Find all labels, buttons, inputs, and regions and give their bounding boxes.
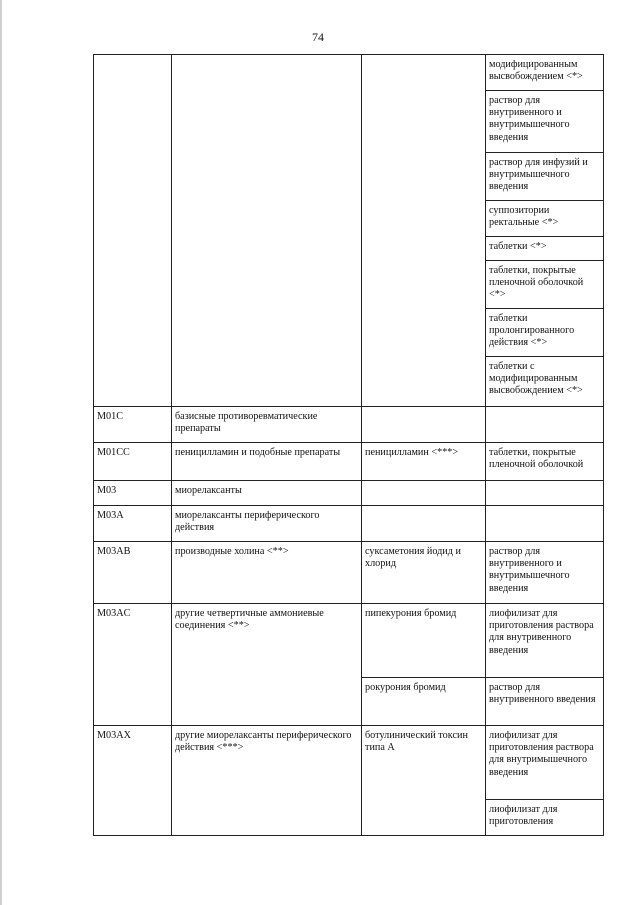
group-cell: базисные противоревматические препараты xyxy=(172,407,362,443)
table-row xyxy=(94,604,604,678)
dosage-form-cell: раствор для внутривенного введения xyxy=(486,678,604,726)
dosage-form-cell: лиофилизат для приготовления раствора для внутривенного введения xyxy=(486,604,604,678)
atc-code-cell xyxy=(94,55,172,407)
table-row xyxy=(94,481,604,506)
group-cell: пеницилламин и подобные препараты xyxy=(172,443,362,481)
atc-code-cell: M03A xyxy=(94,506,172,542)
inn-cell: суксаметония йодид и хлорид xyxy=(362,542,486,604)
drug-table xyxy=(93,54,604,836)
dosage-form-cell: таблетки пролонгированного действия <*> xyxy=(486,309,604,357)
group-cell xyxy=(172,55,362,407)
table-row xyxy=(94,443,604,481)
inn-cell: рокурония бромид xyxy=(362,678,486,726)
group-cell: миорелаксанты xyxy=(172,481,362,506)
dosage-form-cell xyxy=(486,481,604,506)
atc-code-cell: M01CC xyxy=(94,443,172,481)
table-row xyxy=(94,55,604,91)
atc-code-cell: M03AX xyxy=(94,726,172,836)
dosage-form-cell: суппозитории ректальные <*> xyxy=(486,201,604,237)
dosage-form-cell: модифицированным высвобождением <*> xyxy=(486,55,604,91)
dosage-form-cell: лиофилизат для приготовления раствора для внутримышечного введения xyxy=(486,726,604,800)
group-cell: другие миорелаксанты периферического действия <***> xyxy=(172,726,362,836)
atc-code-cell: M03AB xyxy=(94,542,172,604)
dosage-form-cell: раствор для инфузий и внутримышечного введения xyxy=(486,153,604,201)
inn-cell xyxy=(362,55,486,407)
group-cell: производные холина <**> xyxy=(172,542,362,604)
atc-code-cell: M03 xyxy=(94,481,172,506)
page-edge xyxy=(0,0,2,905)
dosage-form-cell xyxy=(486,506,604,542)
inn-cell xyxy=(362,407,486,443)
dosage-form-cell: таблетки с модифицированным высвобождением <*> xyxy=(486,357,604,407)
inn-cell xyxy=(362,481,486,506)
table-row xyxy=(94,506,604,542)
group-cell: миорелаксанты периферического действия xyxy=(172,506,362,542)
inn-cell: пеницилламин <***> xyxy=(362,443,486,481)
inn-cell: пипекурония бромид xyxy=(362,604,486,678)
atc-code-cell: M03AC xyxy=(94,604,172,726)
dosage-form-cell: раствор для внутривенного и внутримышечного введения xyxy=(486,542,604,604)
atc-code-cell: M01C xyxy=(94,407,172,443)
inn-cell: ботулинический токсин типа А xyxy=(362,726,486,836)
dosage-form-cell: раствор для внутривенного и внутримышечного введения xyxy=(486,91,604,153)
dosage-form-cell: таблетки, покрытые пленочной оболочкой <*> xyxy=(486,261,604,309)
dosage-form-cell: таблетки, покрытые пленочной оболочкой xyxy=(486,443,604,481)
dosage-form-cell: таблетки <*> xyxy=(486,237,604,261)
table-row xyxy=(94,542,604,604)
inn-cell xyxy=(362,506,486,542)
dosage-form-cell xyxy=(486,407,604,443)
group-cell: другие четвертичные аммониевые соединения <**> xyxy=(172,604,362,726)
page-number: 74 xyxy=(312,30,324,44)
dosage-form-cell: лиофилизат для приготовления xyxy=(486,800,604,836)
table-row xyxy=(94,407,604,443)
table-row xyxy=(94,726,604,800)
